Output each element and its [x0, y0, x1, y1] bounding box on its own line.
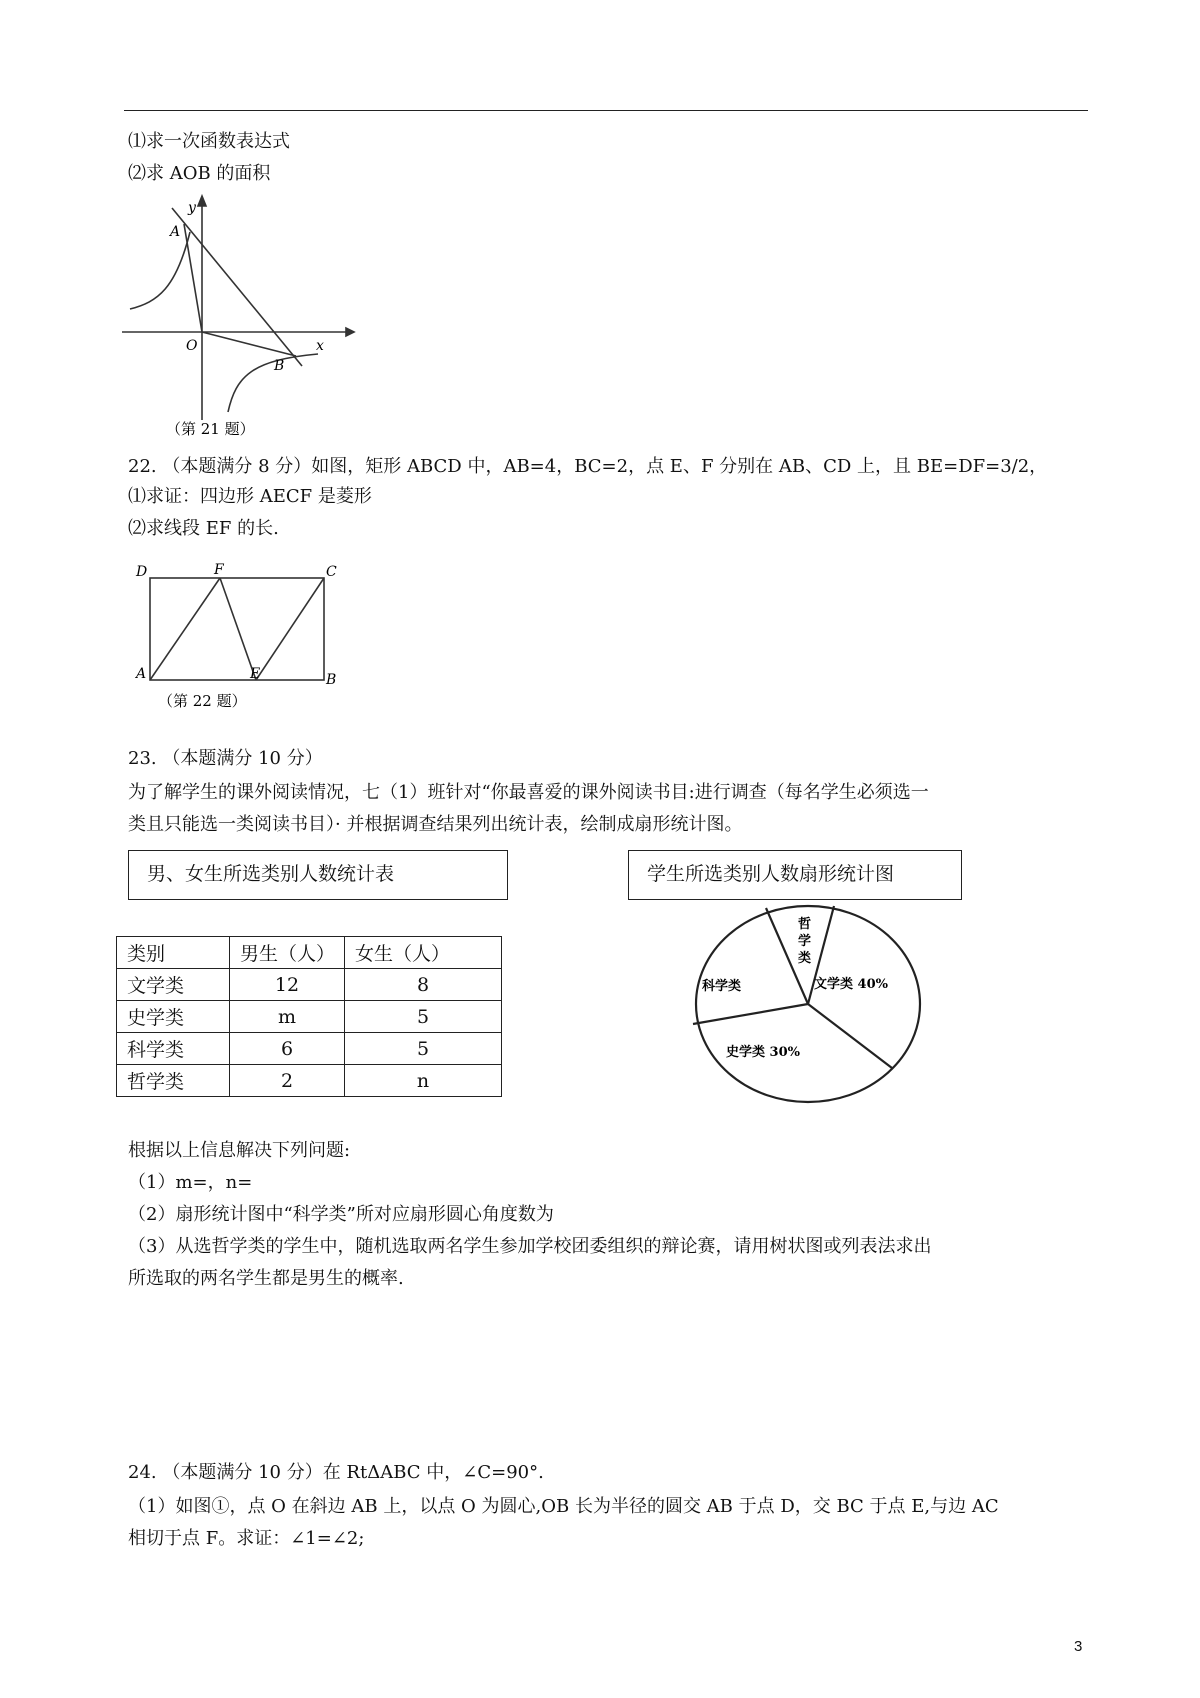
q23-stem-line1: 为了解学生的课外阅读情况，七（1）班针对“你最喜爱的课外阅读书目:进行调查（每名学生必须选一 [128, 782, 929, 803]
q21-figure-caption: （第 21 题） [166, 420, 255, 438]
q22-point-e-label: E [250, 666, 261, 682]
q23-title: 23. （本题满分 10 分） [128, 748, 323, 769]
pie-label-history: 史学类 30% [726, 1045, 800, 1060]
table-row [117, 1001, 502, 1033]
q22-point-c-label: C [326, 564, 337, 580]
pie-label-philosophy: 类 [798, 951, 812, 966]
q21-origin-label: O [186, 338, 198, 354]
q21-sub1: ⑴求一次函数表达式 [128, 131, 290, 152]
q24-sub1-line2: 相切于点 F。求证：∠1=∠2; [128, 1528, 365, 1549]
table-cell: 5 [345, 1033, 502, 1065]
q21-point-a-label: A [170, 224, 181, 240]
table-cell: m [230, 1001, 345, 1033]
header-rule [124, 110, 1088, 111]
q22-point-f-label: F [214, 562, 224, 578]
table-header-row [117, 937, 502, 969]
q24-sub1-line1: （1）如图①，点 O 在斜边 AB 上，以点 O 为圆心,OB 长为半径的圆交 AB 于点 D，交 BC 于点 E,与边 AC [128, 1496, 999, 1517]
table-cell: 科学类 [117, 1033, 230, 1065]
q22-point-d-label: D [136, 564, 148, 580]
q22-sub1: ⑴求证：四边形 AECF 是菱形 [128, 486, 372, 507]
q22-sub2: ⑵求线段 EF 的长. [128, 518, 279, 539]
q22-figure-caption: （第 22 题） [158, 692, 247, 710]
table-row [117, 1065, 502, 1097]
q23-sub2: （2）扇形统计图中“科学类”所对应扇形圆心角度数为 [128, 1204, 554, 1225]
table-row [117, 1033, 502, 1065]
table-cell: 6 [230, 1033, 345, 1065]
q23-table-caption: 男、女生所选类别人数统计表 [128, 850, 508, 900]
q23-sub3-line1: （3）从选哲学类的学生中，随机选取两名学生参加学校团委组织的辩论赛，请用树状图或列表法求出 [128, 1236, 932, 1257]
pie-label-philosophy: 哲 [798, 917, 812, 932]
table-cell: 12 [230, 969, 345, 1001]
table-cell: 史学类 [117, 1001, 230, 1033]
table-header-cell: 女生（人） [345, 937, 502, 969]
table-header-cell: 类别 [117, 937, 230, 969]
table-cell: n [345, 1065, 502, 1097]
table-cell: 文学类 [117, 969, 230, 1001]
q23-sub1: （1）m=，n= [128, 1172, 253, 1193]
q21-sub2: ⑵求 AOB 的面积 [128, 163, 271, 184]
q21-y-axis-label: y [188, 200, 196, 216]
q23-stem-line2: 类且只能选一类阅读书目）· 并根据调查结果列出统计表，绘制成扇形统计图。 [128, 814, 743, 835]
table-cell: 8 [345, 969, 502, 1001]
q23-pie-caption: 学生所选类别人数扇形统计图 [628, 850, 962, 900]
q23-pie-chart [690, 900, 926, 1106]
pie-label-philosophy: 学 [798, 934, 812, 949]
q21-point-b-label: B [274, 358, 285, 374]
q21-x-axis-label: x [316, 338, 324, 354]
table-cell: 2 [230, 1065, 345, 1097]
table-cell: 哲学类 [117, 1065, 230, 1097]
q22-rectangle-figure [128, 560, 356, 712]
q22-point-a-label: A [136, 666, 147, 682]
table-row [117, 969, 502, 1001]
q22-stem: 22. （本题满分 8 分）如图，矩形 ABCD 中，AB=4，BC=2，点 E、F 分别在 AB、CD 上，且 BE=DF=3/2， [128, 456, 1048, 477]
table-cell: 5 [345, 1001, 502, 1033]
q23-sub3-line2: 所选取的两名学生都是男生的概率. [128, 1268, 404, 1289]
pie-label-literature: 文学类 40% [814, 977, 888, 992]
q21-function-graph [118, 184, 362, 440]
table-header-cell: 男生（人） [230, 937, 345, 969]
q23-statistics-table [116, 936, 502, 1097]
q22-point-b-label: B [326, 672, 337, 688]
q24-stem: 24. （本题满分 10 分）在 RtΔABC 中，∠C=90°. [128, 1462, 544, 1483]
q23-intro: 根据以上信息解决下列问题: [128, 1140, 351, 1161]
page-number: 3 [1074, 1638, 1083, 1655]
pie-label-science: 科学类 [702, 979, 742, 994]
